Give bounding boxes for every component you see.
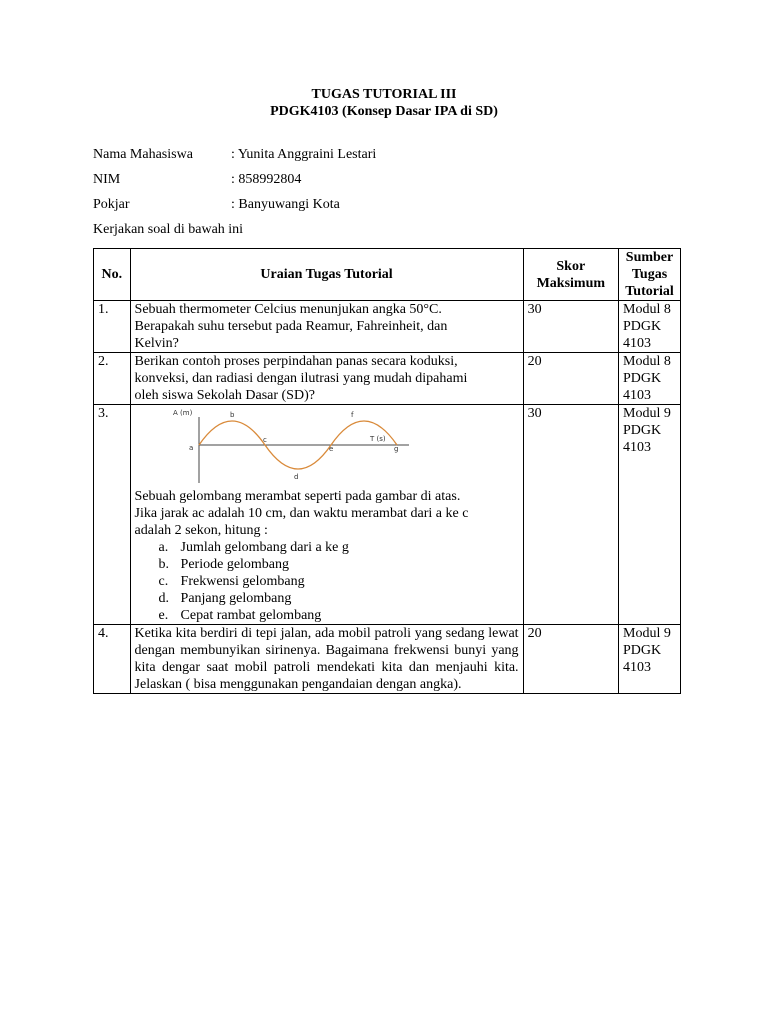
question-line: Sebuah gelombang merambat seperti pada gambar di atas. — [134, 489, 461, 504]
info-label: NIM — [93, 172, 121, 187]
header-skor-line: Skor — [556, 258, 586, 274]
source-line: 4103 — [623, 660, 652, 675]
point-label-g: g — [393, 445, 398, 453]
item-letter: d. — [158, 591, 170, 606]
list-item — [159, 573, 519, 590]
source-line: Modul 9 — [623, 406, 671, 421]
header-sumber-line: Tugas — [631, 267, 668, 282]
item-text: Jumlah gelombang dari a ke g — [180, 540, 349, 555]
info-label: Pokjar — [93, 197, 130, 212]
table-row — [94, 301, 681, 353]
row-number: 2. — [94, 353, 131, 405]
document-title: TUGAS TUTORIAL III — [311, 87, 457, 102]
info-value: : 858992804 — [231, 172, 302, 187]
question-line: konveksi, dan radiasi dengan ilutrasi yang mudah dipahami — [134, 371, 468, 386]
instruction-text: Kerjakan soal di bawah ini — [93, 222, 244, 237]
row-source — [619, 301, 681, 353]
source-line: Modul 9 — [623, 626, 671, 641]
source-line: PDGK — [623, 643, 662, 658]
table-row — [94, 405, 681, 625]
row-score: 30 — [523, 405, 618, 625]
point-label-d: d — [293, 473, 298, 481]
question-line: adalah 2 sekon, hitung : — [134, 523, 268, 538]
item-letter: a. — [158, 540, 169, 555]
point-label-b: b — [229, 411, 234, 419]
table-row — [94, 625, 681, 694]
header-sumber-line: Tutorial — [625, 284, 674, 299]
row-source — [619, 353, 681, 405]
x-axis-label: T (s) — [369, 435, 386, 443]
list-item — [159, 556, 519, 573]
course-title: PDGK4103 (Konsep Dasar IPA di SD) — [270, 104, 498, 119]
row-number: 3. — [94, 405, 131, 625]
source-line: PDGK — [623, 371, 662, 386]
task-table — [93, 248, 681, 694]
info-label: Nama Mahasiswa — [93, 147, 193, 162]
y-axis-label: A (m) — [172, 409, 192, 417]
source-line: 4103 — [623, 336, 652, 351]
point-label-f: f — [350, 411, 354, 419]
source-line: Modul 8 — [623, 354, 671, 369]
point-label-c: c — [262, 436, 267, 444]
row-score: 20 — [523, 625, 618, 694]
header-skor — [523, 249, 618, 301]
list-item — [159, 539, 519, 556]
table-row — [94, 353, 681, 405]
item-letter: c. — [158, 574, 169, 589]
question-line: oleh siswa Sekolah Dasar (SD)? — [134, 388, 315, 403]
item-letter: b. — [158, 557, 170, 572]
source-line: PDGK — [623, 423, 662, 438]
wave-figure — [159, 405, 409, 485]
sub-question-list — [135, 539, 519, 624]
row-question — [130, 301, 523, 353]
header-no: No. — [94, 249, 131, 301]
info-value: : Banyuwangi Kota — [231, 197, 340, 212]
source-line: 4103 — [623, 440, 652, 455]
question-line: Kelvin? — [134, 336, 179, 351]
source-line: Modul 8 — [623, 302, 671, 317]
row-source — [619, 405, 681, 625]
source-line: PDGK — [623, 319, 662, 334]
row-source — [619, 625, 681, 694]
header-skor-line: Maksimum — [536, 275, 606, 291]
item-text: Panjang gelombang — [180, 591, 292, 606]
question-line: Berapakah suhu tersebut pada Reamur, Fahreinheit, dan — [134, 319, 448, 334]
header-uraian: Uraian Tugas Tutorial — [130, 249, 523, 301]
question-line: Sebuah thermometer Celcius menunjukan angka 50°C. — [134, 302, 442, 317]
item-text: Frekwensi gelombang — [180, 574, 305, 589]
list-item — [159, 590, 519, 607]
row-score: 20 — [523, 353, 618, 405]
table-header-row — [94, 249, 681, 301]
item-letter: e. — [158, 608, 169, 623]
point-label-e: e — [328, 445, 333, 453]
row-question — [130, 405, 523, 625]
info-value: : Yunita Anggraini Lestari — [231, 147, 377, 162]
item-text: Periode gelombang — [180, 557, 290, 572]
question-line: Jika jarak ac adalah 10 cm, dan waktu merambat dari a ke c — [134, 506, 469, 521]
row-question — [130, 353, 523, 405]
row-score: 30 — [523, 301, 618, 353]
row-question: Ketika kita berdiri di tepi jalan, ada mobil patroli yang sedang lewat dengan membunyikan sirinenya. Bagaimana frekwensi bunyi yang kita dengar saat mobil patroli mendekati kita dan menjauhi kita. Jelaskan ( bisa menggunakan pengandaian dengan angka). — [130, 625, 523, 694]
header-sumber-line: Sumber — [625, 250, 674, 265]
list-item — [159, 607, 519, 624]
point-label-a: a — [188, 444, 193, 452]
source-line: 4103 — [623, 388, 652, 403]
header-sumber — [619, 249, 681, 301]
item-text: Cepat rambat gelombang — [180, 608, 322, 623]
row-number: 1. — [94, 301, 131, 353]
question-line: Berikan contoh proses perpindahan panas secara koduksi, — [134, 354, 458, 369]
row-number: 4. — [94, 625, 131, 694]
